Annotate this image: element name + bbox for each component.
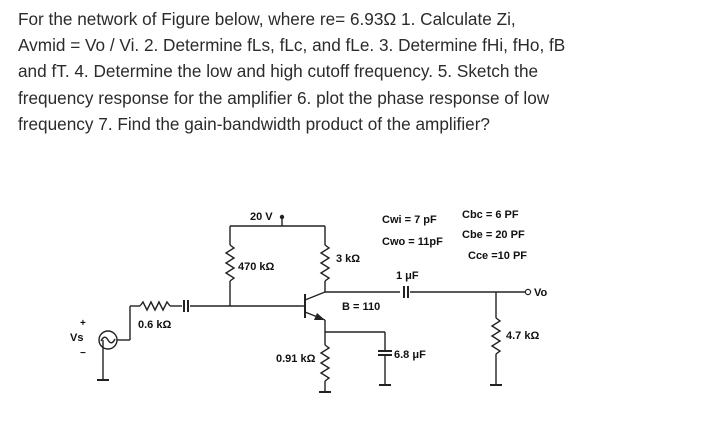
rs-label: 0.6 kΩ [138, 319, 172, 331]
cce-label: Cce =10 PF [468, 250, 528, 262]
rs-resistor [140, 302, 170, 310]
cwo-label: Cwo = 11pF [382, 236, 443, 248]
emitter-arrow-icon [314, 313, 325, 320]
vo-terminal [525, 289, 530, 294]
question-line-4: frequency response for the amplifier 6. plot the phase response of low [18, 87, 550, 108]
cwi-label: Cwi = 7 pF [382, 214, 437, 226]
transistor-collector [305, 292, 325, 300]
svg-text:+: + [80, 318, 86, 329]
vo-label: Vo [534, 287, 548, 299]
r1-label: 470 kΩ [238, 261, 275, 273]
beta-label: B = 110 [342, 301, 381, 313]
cc-label: 1 μF [396, 270, 419, 282]
cbc-label: Cbc = 6 PF [462, 209, 519, 221]
question-line-5: frequency 7. Find the gain-bandwidth product of the amplifier? [18, 113, 490, 134]
vs-label: Vs [70, 332, 84, 344]
rl-label: 4.7 kΩ [506, 330, 540, 342]
cbe-label: Cbe = 20 PF [462, 229, 525, 241]
rc-label: 3 kΩ [336, 253, 361, 265]
re-label: 0.91 kΩ [276, 353, 316, 365]
rc-resistor [321, 245, 329, 281]
question-line-1: For the network of Figure below, where re= 6.93Ω 1. Calculate Zi, [18, 9, 516, 29]
vcc-label: 20 V [250, 211, 273, 223]
rl-resistor [492, 318, 500, 354]
question-line-3: and fT. 4. Determine the low and high cutoff frequency. 5. Sketch the [18, 61, 539, 82]
svg-text:−: − [80, 348, 86, 359]
question-line-2: Avmid = Vo / Vi. 2. Determine fLs, fLc, and fLe. 3. Determine fHi, fHo, fB [18, 35, 566, 56]
r1-resistor [226, 245, 234, 281]
re-resistor [321, 345, 329, 381]
ce-label: 6.8 μF [394, 349, 426, 361]
